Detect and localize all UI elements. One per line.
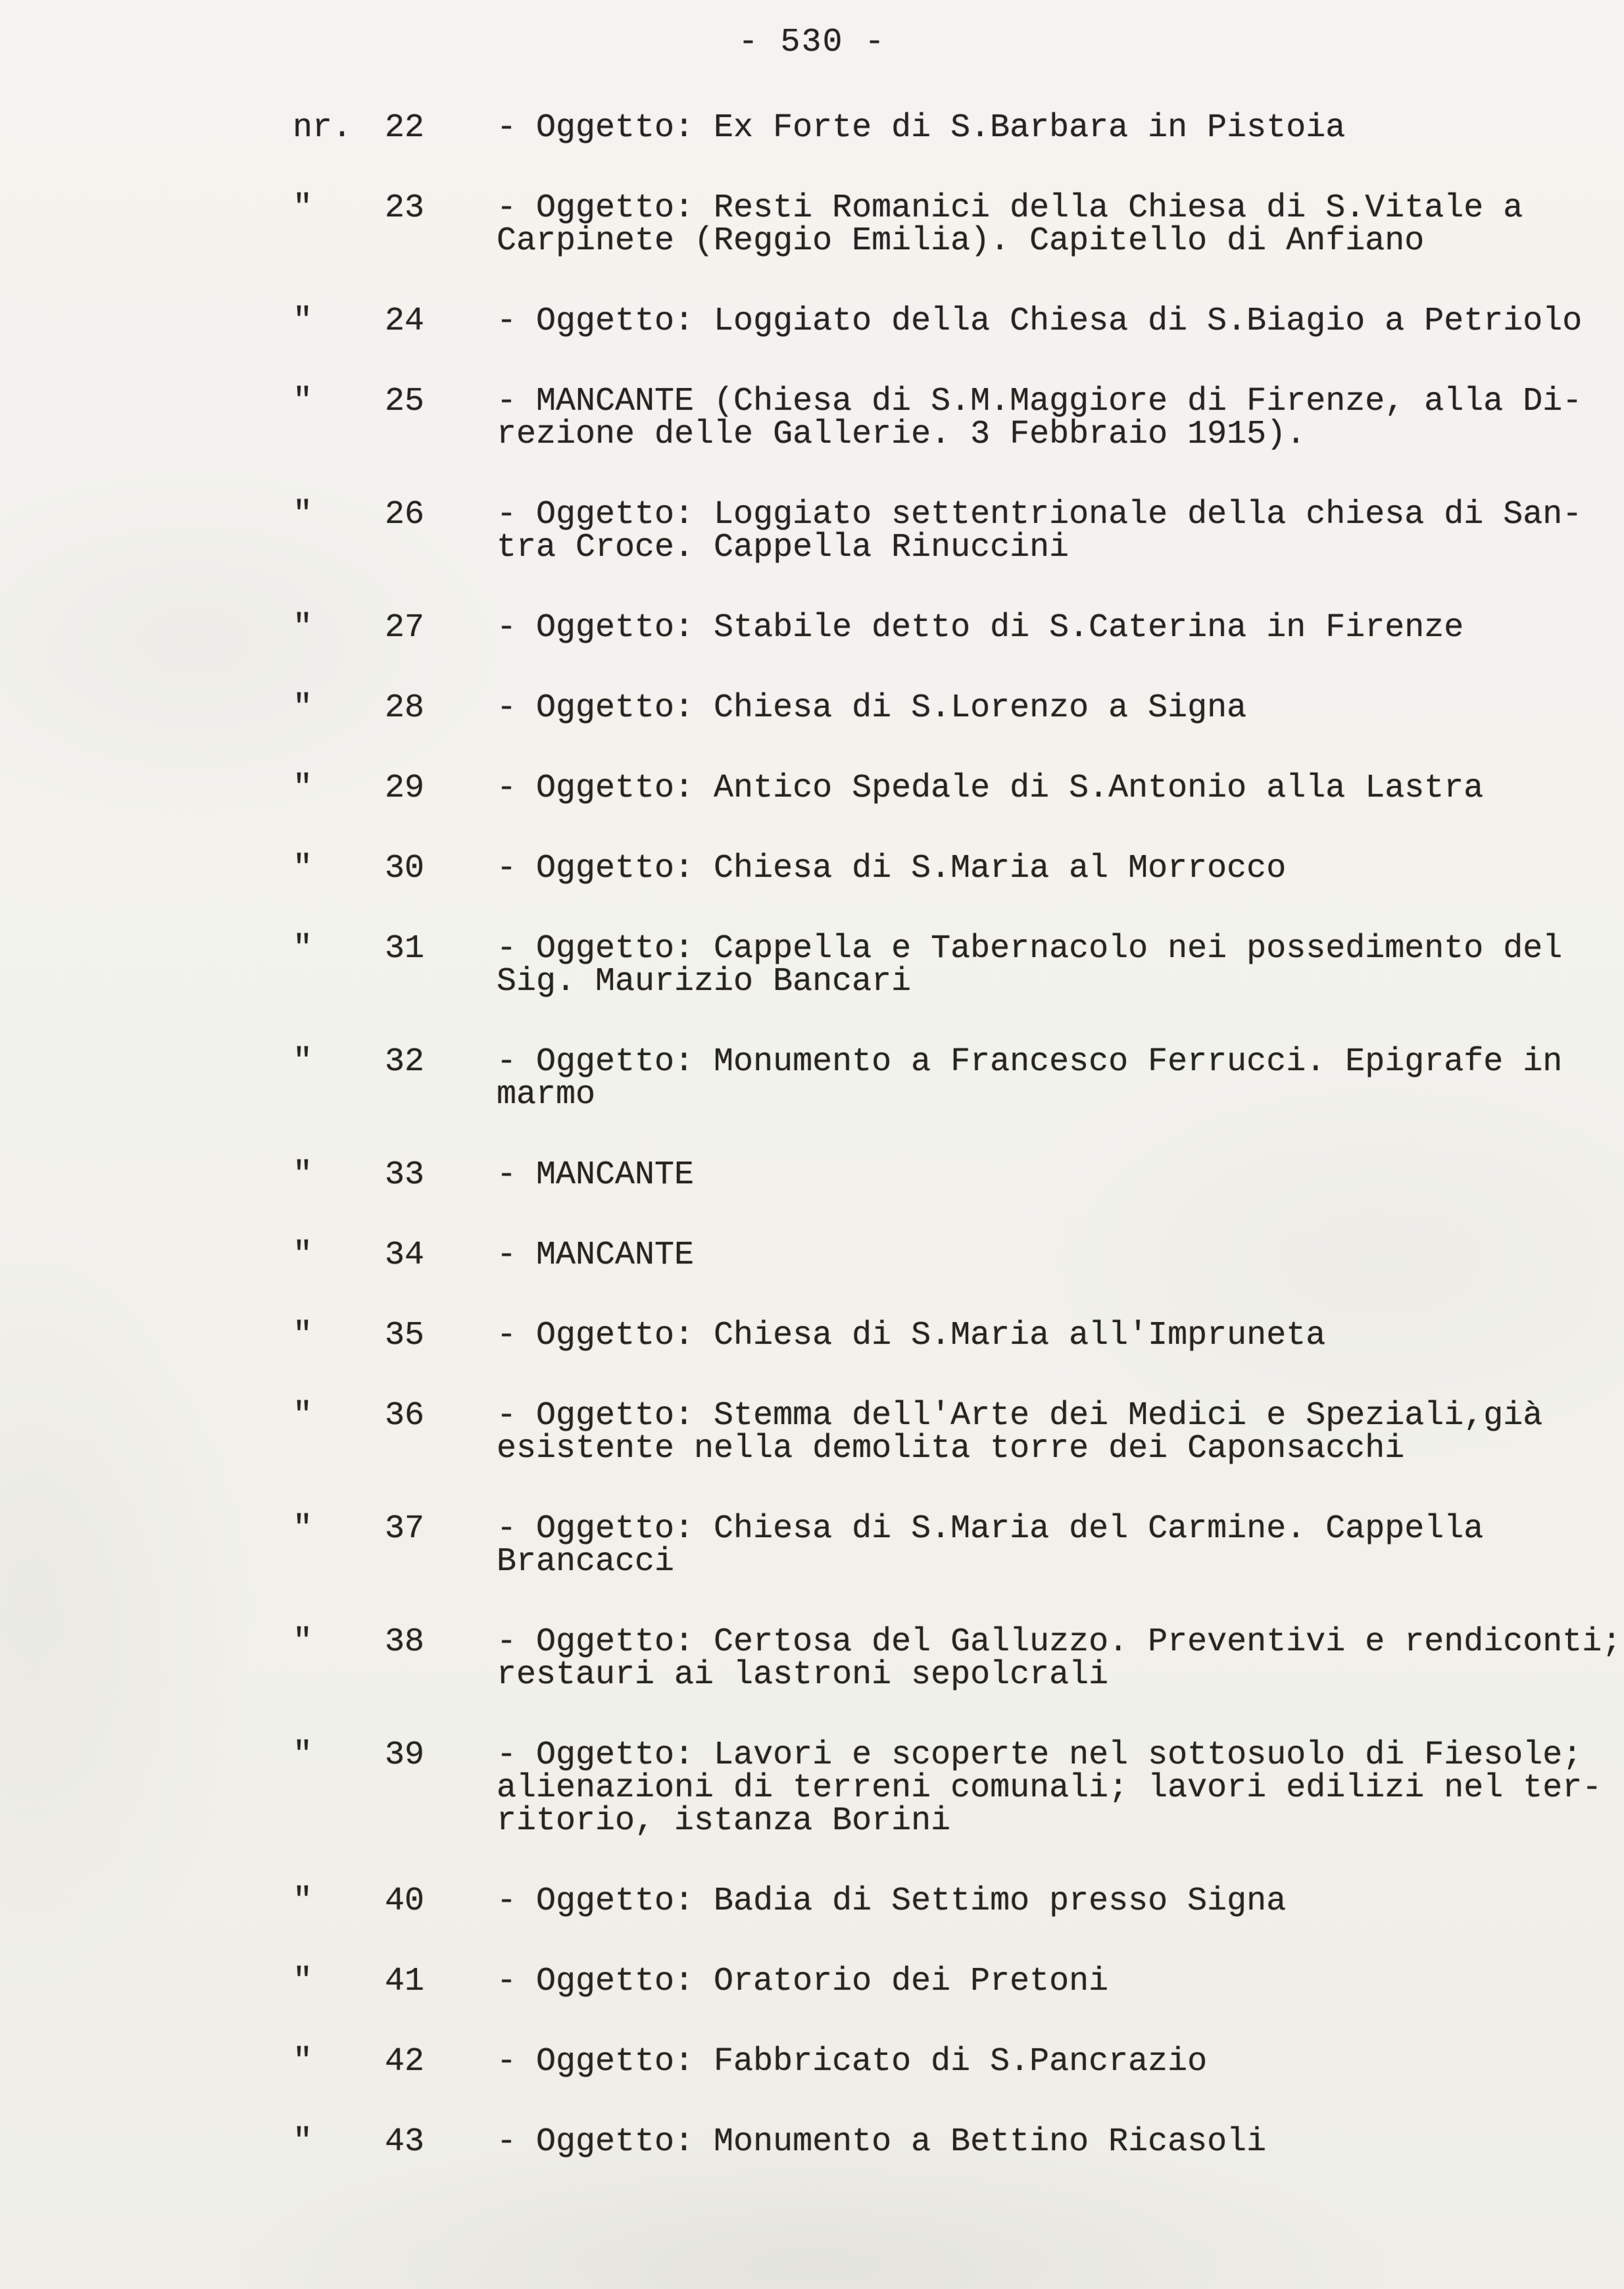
entry-text-line: - Oggetto: Ex Forte di S.Barbara in Pistoia: [497, 109, 1346, 147]
entry-prefix: ": [293, 850, 313, 887]
entry-prefix: ": [293, 303, 313, 340]
entry-number: 36: [385, 1397, 425, 1435]
list-item: [293, 1319, 1624, 1352]
entry-prefix: ": [293, 1317, 313, 1354]
list-item: [293, 1885, 1624, 1918]
entry-text-line: - Oggetto: Badia di Settimo presso Signa: [497, 1883, 1287, 1920]
entry-text-line: - MANCANTE: [497, 1237, 695, 1274]
entry-prefix: ": [293, 1883, 313, 1920]
entry-number: 24: [385, 303, 425, 340]
entry-number: 42: [385, 2043, 425, 2080]
entry-number: 38: [385, 1623, 425, 1661]
entry-text-line: Brancacci: [497, 1543, 675, 1581]
entry-number: 40: [385, 1883, 425, 1920]
entry-number: 41: [385, 1963, 425, 2000]
entry-text-line: restauri ai lastroni sepolcrali: [497, 1656, 1109, 1694]
entry-number: 37: [385, 1510, 425, 1548]
list-item: [293, 496, 1624, 566]
list-item: [293, 1397, 1624, 1467]
entry-text: [497, 496, 1615, 566]
entry-text: [497, 1885, 1615, 1918]
entry-text: [497, 1965, 1615, 1998]
entry-text: [497, 1239, 1615, 1272]
entry-number: 31: [385, 930, 425, 968]
list-item: [293, 109, 1624, 147]
entry-text-line: - Oggetto: Resti Romanici della Chiesa di S.Vitale a: [497, 189, 1523, 227]
entry-number: 33: [385, 1156, 425, 1194]
entry-text-line: - Oggetto: Cappella e Tabernacolo nei possedimento del: [497, 930, 1563, 968]
entry-prefix: ": [293, 496, 313, 533]
list-item: [293, 1623, 1624, 1694]
entry-prefix: ": [293, 609, 313, 647]
entry-text: [497, 1397, 1615, 1467]
entry-prefix: ": [293, 1510, 313, 1548]
entry-text-line: Sig. Maurizio Bancari: [497, 963, 912, 1000]
entry-prefix: nr.: [293, 109, 353, 147]
entry-text-line: marmo: [497, 1076, 596, 1114]
entry-number: 22: [385, 109, 425, 147]
entry-text-line: - Oggetto: Antico Spedale di S.Antonio alla Lastra: [497, 770, 1484, 807]
entry-text: [497, 1319, 1615, 1352]
entry-text: [497, 385, 1615, 451]
entry-prefix: ": [293, 1623, 313, 1661]
list-item: [293, 385, 1624, 451]
entry-prefix: ": [293, 1237, 313, 1274]
entry-text-line: - Oggetto: Stabile detto di S.Caterina in Firenze: [497, 609, 1464, 647]
entry-text: [497, 689, 1615, 727]
entry-number: 34: [385, 1237, 425, 1274]
entry-number: 28: [385, 689, 425, 727]
entry-prefix: ": [293, 1736, 313, 1774]
entry-text: [497, 772, 1615, 805]
entry-text: [497, 852, 1615, 885]
entry-text-line: - Oggetto: Chiesa di S.Lorenzo a Signa: [497, 689, 1247, 727]
list-item: [293, 1156, 1624, 1194]
entry-prefix: ": [293, 770, 313, 807]
list-item: [293, 1239, 1624, 1272]
entry-prefix: ": [293, 2123, 313, 2161]
entry-number: 26: [385, 496, 425, 533]
entry-text-line: - Oggetto: Fabbricato di S.Pancrazio: [497, 2043, 1208, 2080]
list-item: [293, 689, 1624, 727]
entry-text: [497, 1736, 1615, 1840]
entry-text: [497, 305, 1615, 338]
entry-text-line: - Oggetto: Monumento a Francesco Ferrucci. Epigrafe in: [497, 1043, 1563, 1081]
entry-text: [497, 1510, 1615, 1581]
entry-text-line: - Oggetto: Oratorio dei Pretoni: [497, 1963, 1109, 2000]
entry-number: 43: [385, 2123, 425, 2161]
entry-prefix: ": [293, 1397, 313, 1435]
entry-prefix: ": [293, 930, 313, 968]
entry-text-line: alienazioni di terreni comunali; lavori edilizi nel ter-: [497, 1769, 1602, 1807]
list-item: [293, 305, 1624, 338]
entry-text: [497, 1623, 1622, 1694]
entry-prefix: ": [293, 1043, 313, 1081]
entry-number: 23: [385, 189, 425, 227]
list-item: [293, 1965, 1624, 1998]
list-item: [293, 1043, 1624, 1114]
page-number: - 530 -: [738, 24, 886, 61]
entry-prefix: ": [293, 689, 313, 727]
entry-text: [497, 609, 1615, 647]
entry-text: [497, 109, 1615, 147]
entry-text-line: - Oggetto: Loggiato settentrionale della chiesa di San-: [497, 496, 1583, 533]
entry-number: 27: [385, 609, 425, 647]
entry-number: 30: [385, 850, 425, 887]
entry-text: [497, 2043, 1615, 2080]
entry-text-line: tra Croce. Cappella Rinuccini: [497, 529, 1070, 566]
entry-text: [497, 930, 1615, 1000]
list-item: [293, 1510, 1624, 1581]
entry-number: 35: [385, 1317, 425, 1354]
entry-text-line: rezione delle Gallerie. 3 Febbraio 1915).: [497, 416, 1306, 453]
entry-text-line: - Oggetto: Chiesa di S.Maria al Morrocco: [497, 850, 1287, 887]
entry-text-line: Carpinete (Reggio Emilia). Capitello di Anfiano: [497, 222, 1425, 260]
list-item: [293, 2043, 1624, 2080]
list-item: [293, 772, 1624, 805]
entry-list: [0, 109, 1624, 2161]
entry-prefix: ": [293, 1963, 313, 2000]
entry-text-line: - Oggetto: Chiesa di S.Maria all'Impruneta: [497, 1317, 1326, 1354]
list-item: [293, 1736, 1624, 1840]
list-item: [293, 609, 1624, 647]
entry-text-line: - Oggetto: Chiesa di S.Maria del Carmine. Cappella: [497, 1510, 1484, 1548]
entry-prefix: ": [293, 2043, 313, 2080]
entry-text-line: - MANCANTE: [497, 1156, 695, 1194]
entry-text-line: - Oggetto: Stemma dell'Arte dei Medici e Speziali,già: [497, 1397, 1543, 1435]
entry-text-line: - Oggetto: Lavori e scoperte nel sottosuolo di Fiesole;: [497, 1736, 1583, 1774]
entry-number: 32: [385, 1043, 425, 1081]
entry-prefix: ": [293, 1156, 313, 1194]
entry-prefix: ": [293, 189, 313, 227]
list-item: [293, 2123, 1624, 2161]
entry-text: [497, 2123, 1615, 2161]
list-item: [293, 930, 1624, 1000]
list-item: [293, 189, 1624, 260]
entry-text: [497, 189, 1615, 260]
entry-number: 25: [385, 383, 425, 420]
entry-text-line: - Oggetto: Monumento a Bettino Ricasoli: [497, 2123, 1267, 2161]
entry-text: [497, 1043, 1615, 1114]
entry-text-line: esistente nella demolita torre dei Caponsacchi: [497, 1430, 1405, 1467]
entry-text: [497, 1156, 1615, 1194]
entry-prefix: ": [293, 383, 313, 420]
entry-text-line: - Oggetto: Certosa del Galluzzo. Preventivi e rendiconti;: [497, 1623, 1622, 1661]
entry-text-line: ritorio, istanza Borini: [497, 1802, 951, 1840]
list-item: [293, 852, 1624, 885]
entry-number: 39: [385, 1736, 425, 1774]
entry-text-line: - MANCANTE (Chiesa di S.M.Maggiore di Firenze, alla Di-: [497, 383, 1583, 420]
entry-text-line: - Oggetto: Loggiato della Chiesa di S.Biagio a Petriolo: [497, 303, 1583, 340]
entry-number: 29: [385, 770, 425, 807]
